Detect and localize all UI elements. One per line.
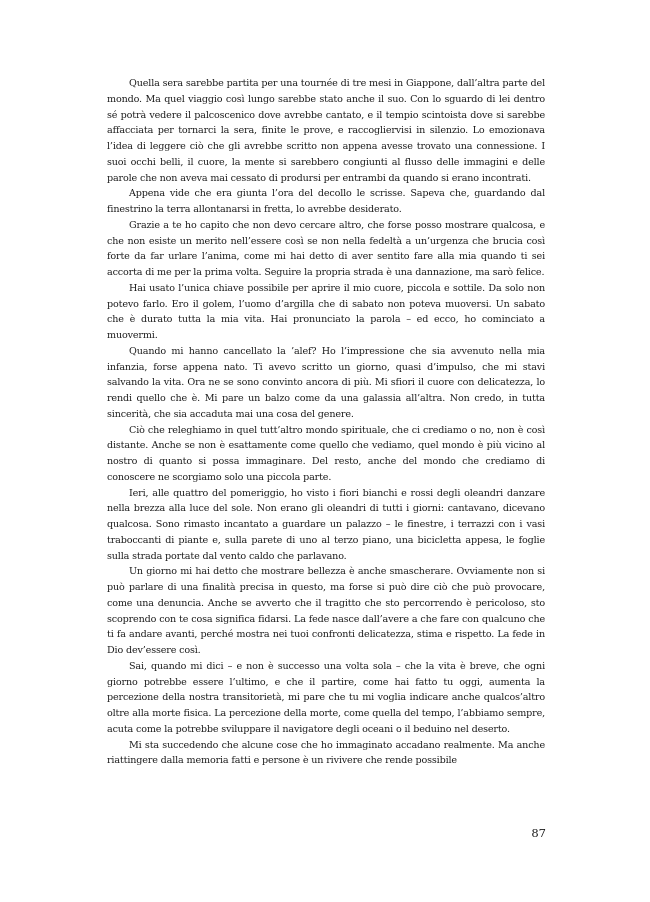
paragraph-5: Quando mi hanno cancellato la ’alef? Ho l’impressione che sia avvenuto nella mia infanzia, forse appena nato. Ti avevo scritto un giorno, quasi d’impulso, che mi stavi salvando la vita. Ora ne se sono convinto ancora di più. Mi sfiori il cuore con delicatezza, lo rendi quello che è. Mi pare un balzo come da una galassia all’altra. Non credo, in tutta sincerità, che sia accaduta mai una cosa del genere. bbox=[107, 345, 545, 420]
paragraph-2: Appena vide che era giunta l’ora del decollo le scrisse. Sapeva che, guardando dal finestrino la terra allontanarsi in fretta, lo avrebbe desiderato. bbox=[107, 188, 545, 215]
paragraph-3: Grazie a te ho capito che non devo cercare altro, che forse posso mostrare qualcosa, e che non esiste un merito nell’essere così se non nella fedeltà a un’urgenza che brucia così forte da far urlare l’anima, come mi hai detto di aver sentito fare alla mia quando ti sei accorta di me per la prima volta. Seguire la propria strada è una dannazione, ma sarò felice. bbox=[107, 219, 545, 278]
paragraph-6: Ciò che releghiamo in quel tutt’altro mondo spirituale, che ci crediamo o no, non è così distante. Anche se non è esattamente come quello che vediamo, quel mondo è più vicino al nostro di quanto si possa immaginare. Del resto, anche del mondo che crediamo di conoscere ne scorgiamo solo una piccola parte. bbox=[107, 424, 545, 483]
paragraph-4: Hai usato l’unica chiave possibile per aprire il mio cuore, piccola e sottile. Da solo non potevo farlo. Ero il golem, l’uomo d’argilla che di sabato non poteva muoversi. Un sabato che è durato tutta la mia vita. Hai pronunciato la parola – ed ecco, ho cominciato a muovermi. bbox=[107, 282, 545, 341]
body-text bbox=[107, 76, 545, 769]
page-number: 87 bbox=[531, 826, 546, 840]
paragraph-1: Quella sera sarebbe partita per una tournée di tre mesi in Giappone, dall’altra parte del mondo. Ma quel viaggio così lungo sarebbe stato anche il suo. Con lo sguardo di lei dentro sé potrà vedere il palcoscenico dove avrebbe cantato, e il tempio scintoista dove si sarebbe affacciata per tornarci la sera, finite le prove, e raccogliervisi in silenzio. Lo emozionava l’idea di leggere ciò che gli avrebbe scritto non appena avesse trovato una connessione. I suoi occhi belli, il cuore, la mente si sarebbero congiunti al flusso delle immagini e delle parole che non aveva mai cessato di prodursi per entrambi da quando si erano incontrati. bbox=[107, 78, 545, 184]
paragraph-8: Un giorno mi hai detto che mostrare bellezza è anche smascherare. Ovviamente non si può parlare di una finalità precisa in questo, ma forse si può dire ciò che può provocare, come una denuncia. Anche se avverto che il tragitto che sto percorrendo è pericoloso, sto scoprendo con te cosa significa fidarsi. La fede nasce dall’avere a che fare con qualcuno che ti fa andare avanti, perché mostra nei tuoi confronti delicatezza, stima e rispetto. La fede in Dio dev’essere così. bbox=[107, 566, 545, 656]
paragraph-9: Sai, quando mi dici – e non è successo una volta sola – che la vita è breve, che ogni giorno potrebbe essere l’ultimo, e che il partire, come hai fatto tu oggi, aumenta la percezione della nostra transitorietà, mi pare che tu mi voglia indicare anche qualcos’altro oltre alla morte fisica. La percezione della morte, come quella del tempo, l’abbiamo sempre, acuta come la potrebbe sviluppare il navigatore degli oceani o il beduino nel deserto. bbox=[107, 660, 545, 735]
paragraph-10: Mi sta succedendo che alcune cose che ho immaginato accadano realmente. Ma anche riattingere dalla memoria fatti e persone è un rivivere che rende possibile bbox=[107, 739, 545, 767]
paragraph-7: Ieri, alle quattro del pomeriggio, ho visto i fiori bianchi e rossi degli oleandri danzare nella brezza alla luce del sole. Non erano gli oleandri di tutti i giorni: cantavano, dicevano qualcosa. Sono rimasto incantato a guardare un palazzo – le finestre, i terrazzi con i vasi traboccanti di piante e, sulla parete di uno al terzo piano, una bicicletta appesa, le foglie sulla strada portate dal vento caldo che parlavano. bbox=[107, 487, 545, 562]
